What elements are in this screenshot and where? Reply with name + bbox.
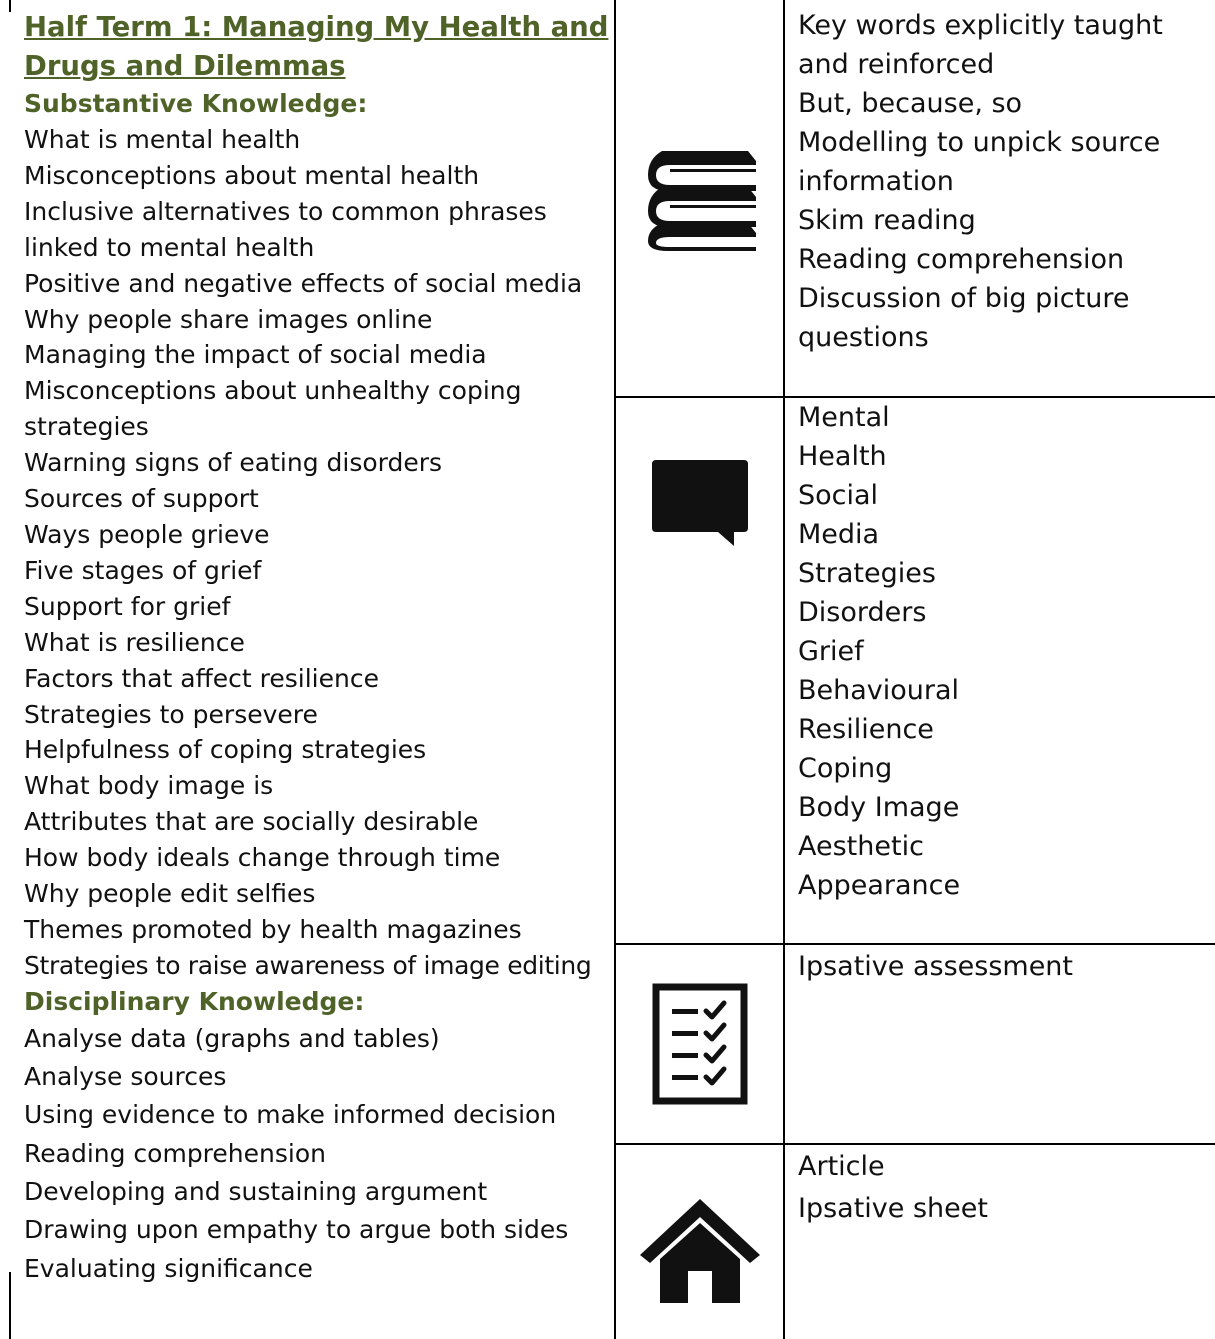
vocab-word: Media	[798, 519, 880, 550]
vocab-word: Body Image	[798, 792, 960, 823]
left-content	[24, 8, 614, 1288]
text-line: Article	[798, 1151, 885, 1182]
list-item: Managing the impact of social media	[24, 340, 487, 370]
list-item: Why people edit selfies	[24, 879, 316, 909]
list-item: What body image is	[24, 771, 274, 801]
vocab-word: Grief	[798, 636, 864, 667]
list-item: Evaluating significance	[24, 1253, 313, 1283]
text-line: Ipsative sheet	[798, 1193, 988, 1224]
column-divider-2	[783, 0, 785, 1339]
home-icon	[616, 1145, 783, 1339]
list-item: Inclusive alternatives to common phrases linked to mental health	[24, 196, 547, 262]
text-line: Ipsative assessment	[798, 951, 1074, 982]
text-line: Modelling to unpick source	[798, 127, 1161, 158]
list-item: Helpfulness of coping strategies	[24, 735, 427, 765]
vocab-word: Health	[798, 441, 887, 472]
vocab-word: Disorders	[798, 597, 927, 628]
text-line: Skim reading	[798, 205, 976, 236]
title-line-1: Half Term 1: Managing My Health and	[24, 11, 609, 43]
list-item: Why people share images online	[24, 304, 433, 334]
text-line: Discussion of big picture	[798, 283, 1130, 314]
vocab-word: Social	[798, 480, 879, 511]
list-item: How body ideals change through time	[24, 843, 501, 873]
list-item: Strategies to persevere	[24, 699, 318, 729]
list-item: Attributes that are socially desirable	[24, 807, 479, 837]
checklist-icon	[616, 945, 783, 1143]
speech-bubble-icon	[616, 398, 783, 943]
list-item: What is mental health	[24, 125, 301, 154]
list-item: Using evidence to make informed decision	[24, 1100, 557, 1130]
list-item: Analyse data (graphs and tables)	[24, 1023, 440, 1053]
list-item: Developing and sustaining argument	[24, 1176, 488, 1206]
vocab-word: Strategies	[798, 558, 936, 589]
list-item: Positive and negative effects of social media	[24, 268, 583, 298]
text-line: Key words explicitly taught	[798, 10, 1163, 41]
vocab-word: Behavioural	[798, 675, 960, 706]
assessment-text	[798, 947, 1073, 986]
disciplinary-list	[24, 1020, 614, 1288]
list-item: Misconceptions about unhealthy coping strategies	[24, 376, 522, 442]
substantive-heading: Substantive Knowledge:	[24, 89, 368, 118]
vocab-word: Resilience	[798, 714, 934, 745]
vocab-word: Mental	[798, 402, 890, 433]
left-column	[10, 0, 614, 1339]
list-item: Themes promoted by health magazines	[24, 914, 522, 944]
books-icon	[616, 0, 783, 396]
list-item: Ways people grieve	[24, 519, 270, 549]
list-item: Factors that affect resilience	[24, 663, 379, 693]
vocab-word: Aesthetic	[798, 831, 924, 862]
list-item: Misconceptions about mental health	[24, 160, 480, 190]
list-item: Drawing upon empathy to argue both sides	[24, 1215, 569, 1245]
vocab-word: Appearance	[798, 870, 961, 901]
list-item: Five stages of grief	[24, 555, 262, 585]
text-line: questions	[798, 322, 929, 353]
list-item: Sources of support	[24, 484, 259, 514]
text-line: Reading comprehension	[798, 244, 1125, 275]
list-item: What is resilience	[24, 627, 245, 657]
disciplinary-heading: Disciplinary Knowledge:	[24, 986, 365, 1016]
homework-text	[798, 1146, 988, 1230]
text-line: information	[798, 166, 954, 197]
list-item: Reading comprehension	[24, 1138, 326, 1168]
list-item: Warning signs of eating disorders	[24, 448, 443, 478]
list-item: Analyse sources	[24, 1062, 227, 1092]
key-vocabulary-list	[798, 398, 960, 905]
substantive-list	[24, 122, 614, 984]
text-line: But, because, so	[798, 88, 1023, 119]
list-item: Strategies to raise awareness of image editing	[24, 950, 592, 980]
list-item: Support for grief	[24, 591, 231, 621]
title-line-2: Drugs and Dilemmas	[24, 50, 346, 82]
text-line: and reinforced	[798, 49, 995, 80]
reading-strategies-text	[798, 6, 1163, 357]
vocab-word: Coping	[798, 753, 893, 784]
page-title	[24, 8, 614, 86]
